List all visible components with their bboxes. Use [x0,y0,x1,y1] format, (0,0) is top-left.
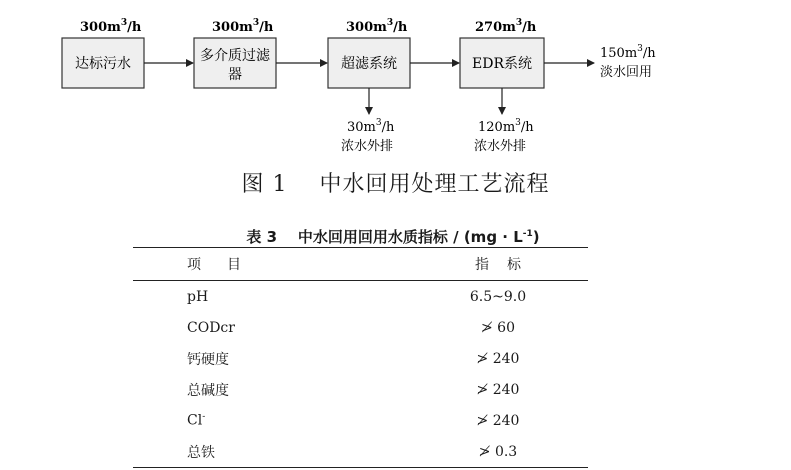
discharge-flow-rate-1: $30m^3/h$ [347,118,395,135]
node-label-4: EDR系统 [472,56,532,72]
process-flow-diagram [0,0,791,165]
row-value: ≯ 0.3 [408,436,588,468]
row-item-sup: - [202,412,206,423]
table-title [133,226,653,247]
row-item: CODcr [187,319,235,336]
discharge-label-2: 浓水外排 [474,139,527,154]
row-item [133,405,408,436]
row-value: ≯ 240 [476,412,520,429]
table-row [133,374,588,405]
table-header-row [133,248,588,281]
table-title-end: ) [532,228,540,246]
output-label: 淡水回用 [600,65,653,80]
row-value: ≯ 60 [481,319,515,336]
node-label-3: 超滤系统 [341,56,397,72]
row-value: 6.5~9.0 [469,288,527,305]
header-value-text: 指标 [475,257,539,273]
node-label-1: 达标污水 [75,56,131,72]
flow-rate-1: $300m^3/h$ [80,18,142,35]
flow-rate-3: $300m^3/h$ [346,18,408,35]
row-value: ≯ 240 [476,350,520,367]
node-label-2a: 多介质过滤 [200,48,270,64]
table-row [133,405,588,436]
node-label-2b: 器 [228,67,242,83]
table-title-sup: -1 [522,229,533,239]
table-row [133,312,588,343]
row-item: 总碱度 [187,382,229,399]
header-item-text: 项目 [187,257,267,273]
flow-rate-2: $300m^3/h$ [212,18,274,35]
row-item: 钙硬度 [187,351,229,368]
row-item-text: Cl [187,412,203,429]
row-item: 总铁 [133,436,408,468]
table-title-text: 表 3 中水回用回用水质指标 / (mg · L [246,228,523,246]
header-item [133,248,408,281]
table-row [133,281,588,313]
table-row [133,343,588,374]
row-item: pH [187,288,209,305]
row-value: ≯ 240 [476,381,520,398]
table-row [133,436,588,468]
flow-rate-4: $270m^3/h$ [475,18,537,35]
output-flow-rate: $150m^3/h$ [600,44,656,61]
discharge-label-1: 浓水外排 [341,139,394,154]
water-quality-table [133,247,588,468]
figure-caption: 图 1 中水回用处理工艺流程 [241,172,550,197]
header-value [408,248,588,281]
discharge-flow-rate-2: $120m^3/h$ [478,118,534,135]
